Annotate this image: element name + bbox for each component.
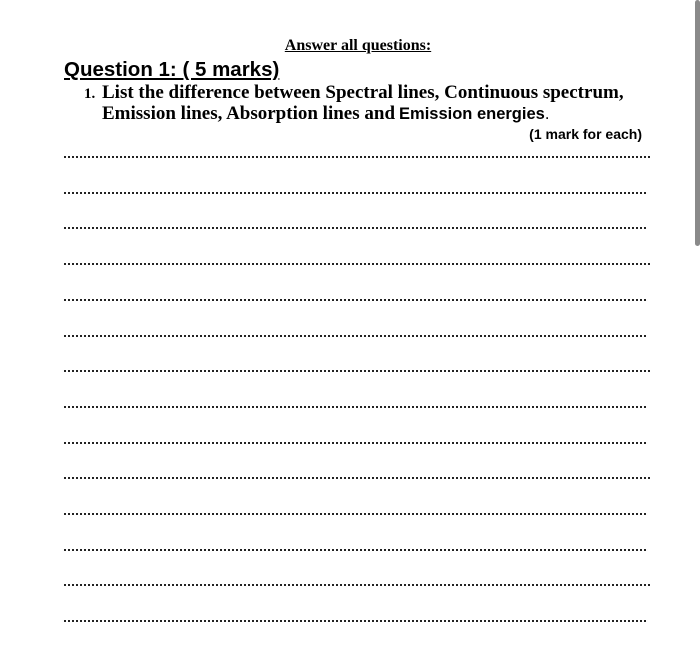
answer-line[interactable] <box>64 406 646 408</box>
question-text-line-1: List the difference between Spectral lines, Continuous spectrum, <box>102 82 624 103</box>
question-text-line-2 <box>102 103 549 126</box>
question-text-part: Emission lines, Absorption lines and <box>102 103 396 124</box>
question-text-part: . <box>544 105 550 123</box>
scrollbar[interactable] <box>695 0 700 246</box>
answer-line[interactable] <box>64 477 650 479</box>
answer-line[interactable] <box>64 370 650 372</box>
answer-line[interactable] <box>64 620 646 622</box>
answer-line[interactable] <box>64 513 646 515</box>
answer-line[interactable] <box>64 299 646 301</box>
question-text-part: Emission energies <box>399 105 545 123</box>
instructions-heading: Answer all questions: <box>284 37 432 54</box>
answer-line[interactable] <box>64 549 646 551</box>
answer-line[interactable] <box>64 584 650 586</box>
answer-line[interactable] <box>64 192 646 194</box>
question-heading: Question 1: ( 5 marks) <box>64 58 280 81</box>
answer-line[interactable] <box>64 335 646 337</box>
question-number: 1. <box>84 86 96 102</box>
answer-line[interactable] <box>64 263 650 265</box>
answer-line[interactable] <box>64 442 646 444</box>
marks-note: (1 mark for each) <box>529 126 642 142</box>
answer-line[interactable] <box>64 156 650 158</box>
answer-line[interactable] <box>64 227 646 229</box>
